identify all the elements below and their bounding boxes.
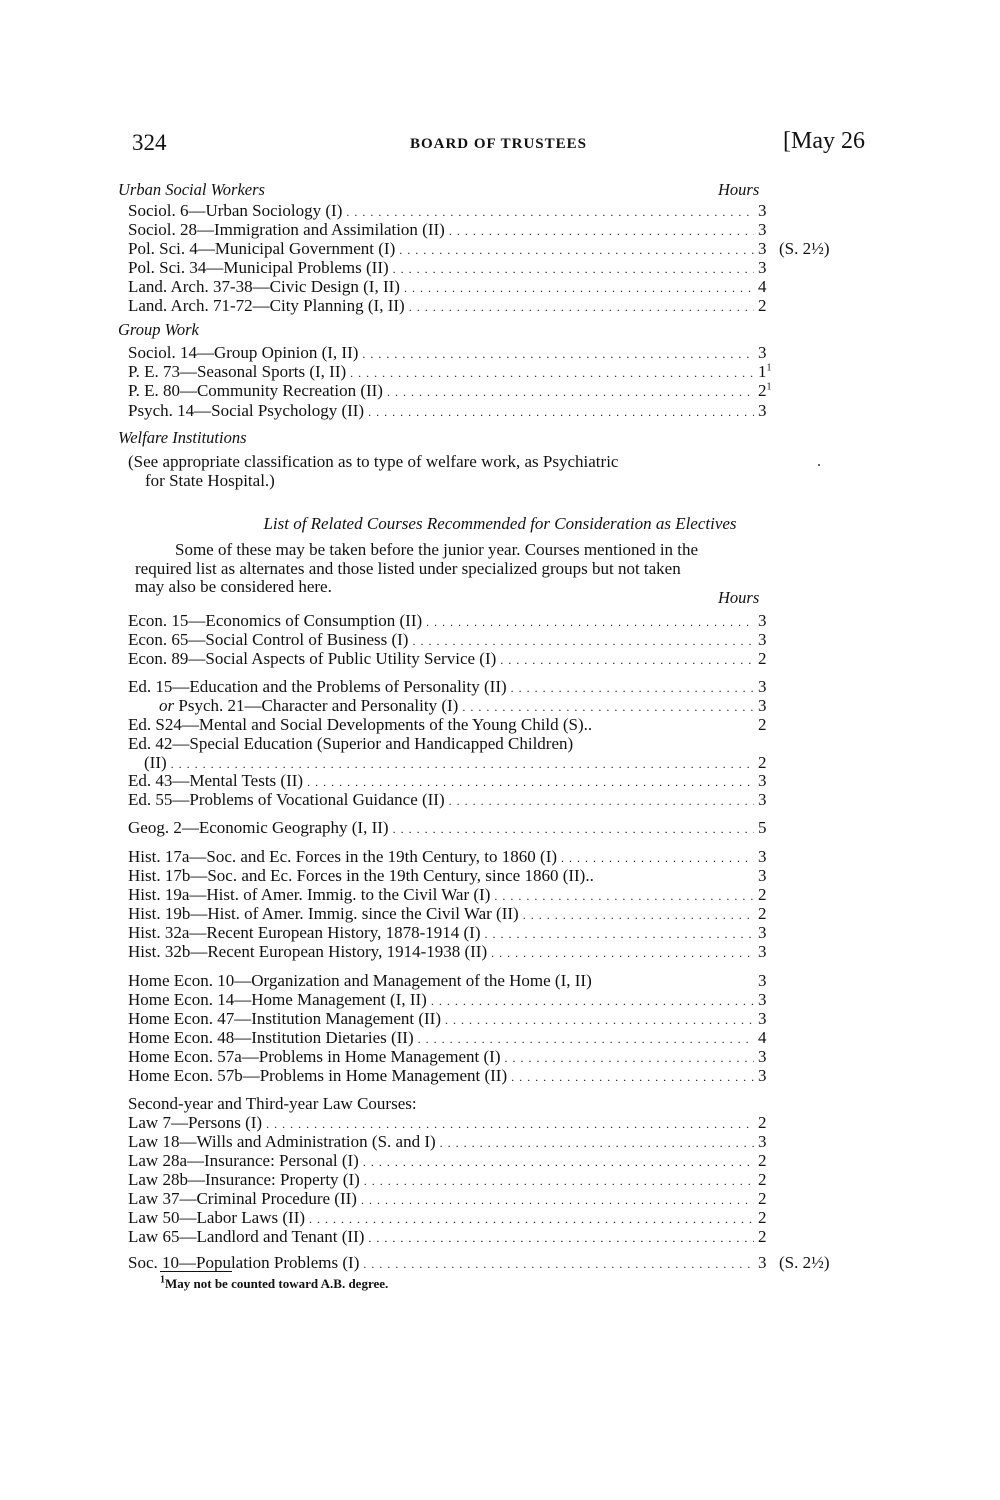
page-number: 324 [132, 130, 167, 155]
course-name: Hist. 17b—Soc. and Ec. Forces in the 19th Century, since 1860 (II).. [128, 866, 594, 885]
course-name: Psych. 14—Social Psychology (II) . . . [128, 401, 754, 421]
course-hours: 3 [758, 401, 767, 420]
footnote-marker: 1 [766, 362, 772, 374]
course-name: Sociol. 6—Urban Sociology (I) . . . [128, 201, 754, 221]
hours-heading: Hours [718, 588, 760, 607]
course-hours: 3 [758, 942, 767, 961]
course-hours: 4 [758, 277, 767, 296]
course-name: Ed. 43—Mental Tests (II) . . . [128, 771, 754, 791]
footnote-marker: 1 [160, 1274, 165, 1286]
course-hours: 3 [758, 971, 767, 990]
course-name: Sociol. 14—Group Opinion (I, II) . . . [128, 343, 754, 363]
summer-hours: (S. 2½) [779, 1253, 830, 1272]
course-hours: 3 [758, 990, 767, 1009]
course-name: Pol. Sci. 4—Municipal Government (I) . . . [128, 239, 754, 259]
welfare-note-line2: for State Hospital.) [145, 471, 275, 490]
course-hours: 2 [758, 1208, 767, 1227]
course-name: Hist. 32b—Recent European History, 1914-1938 (II) . . . [128, 942, 754, 962]
course-name: Econ. 15—Economics of Consumption (II) . . . [128, 611, 754, 631]
course-hours: 3 [758, 258, 767, 277]
course-hours: 3 [758, 1253, 767, 1272]
course-name: Law 7—Persons (I) . . . [128, 1113, 754, 1133]
course-hours: 5 [758, 818, 767, 837]
course-name: (II) . . . [144, 753, 754, 773]
course-name: Soc. 10—Population Problems (I) . . . [128, 1253, 754, 1273]
course-name: Ed. 55—Problems of Vocational Guidance (II) . . . [128, 790, 754, 810]
course-name: Law 65—Landlord and Tenant (II) . . . [128, 1227, 754, 1247]
course-hours: 2 [758, 649, 767, 668]
hours-value: 2 [758, 381, 767, 400]
course-name: Home Econ. 48—Institution Dietaries (II) . . . [128, 1028, 754, 1048]
course-hours: 2 [758, 1151, 767, 1170]
course-hours: 3 [758, 771, 767, 790]
course-name: Hist. 17a—Soc. and Ec. Forces in the 19th Century, to 1860 (I) . . . [128, 847, 754, 867]
page-date: [May 26 [783, 128, 865, 154]
course-name: Land. Arch. 37-38—Civic Design (I, II) . . . [128, 277, 754, 297]
summer-hours: (S. 2½) [779, 239, 830, 258]
course-hours: 2 [758, 1227, 767, 1246]
course-name: Law 18—Wills and Administration (S. and I) . . . [128, 1132, 754, 1152]
course-hours: 3 [758, 677, 767, 696]
course-name: P. E. 80—Community Recreation (II) . . . [128, 381, 754, 401]
course-hours: 3 [758, 343, 767, 362]
alt-course-name: Psych. 21—Character and Personality (I) [174, 696, 459, 715]
course-hours: 2 [758, 1189, 767, 1208]
course-hours: 3 [758, 239, 767, 258]
course-hours: 2 [758, 715, 767, 734]
hours-heading: Hours [718, 180, 760, 199]
course-name: Law 28b—Insurance: Property (I) . . . [128, 1170, 754, 1190]
footnote-marker: 1 [766, 381, 772, 393]
course-name: Home Econ. 14—Home Management (I, II) . . . [128, 990, 754, 1010]
course-hours: 3 [758, 923, 767, 942]
course-hours: 3 [758, 1009, 767, 1028]
course-hours: 2 [758, 1170, 767, 1189]
stray-mark [818, 464, 820, 466]
page-title: BOARD OF TRUSTEES [409, 136, 588, 152]
running-head [132, 128, 865, 162]
course-name: Ed. S24—Mental and Social Developments of the Young Child (S).. [128, 715, 593, 734]
course-hours: 2 [758, 753, 767, 772]
electives-intro-line1: Some of these may be taken before the junior year. Courses mentioned in the [175, 540, 699, 559]
course-hours: 3 [758, 847, 767, 866]
footnote-rule [160, 1271, 232, 1272]
or-word: or [159, 696, 175, 715]
course-hours [758, 381, 772, 401]
course-name: Land. Arch. 71-72—City Planning (I, II) . . . [128, 296, 754, 316]
electives-intro-line2: required list as alternates and those listed under specialized groups but not taken [135, 559, 681, 578]
course-name: Home Econ. 10—Organization and Management of the Home (I, II) [128, 971, 592, 990]
course-name: Home Econ. 57a—Problems in Home Management (I) . . . [128, 1047, 754, 1067]
course-hours: 3 [758, 1047, 767, 1066]
course-name: Sociol. 28—Immigration and Assimilation (II) . . . [128, 220, 754, 240]
hours-value: 1 [758, 362, 767, 381]
electives-intro-line3: may also be considered here. [135, 577, 332, 596]
course-name: Law 28a—Insurance: Personal (I) . . . [128, 1151, 754, 1171]
course-hours: 3 [758, 611, 767, 630]
course-hours: 2 [758, 1113, 767, 1132]
course-hours: 3 [758, 1066, 767, 1085]
course-name: Hist. 32a—Recent European History, 1878-1914 (I) . . . [128, 923, 754, 943]
course-name: Ed. 42—Special Education (Superior and Handicapped Children) [128, 734, 574, 753]
course-name: Law 37—Criminal Procedure (II) . . . [128, 1189, 754, 1209]
footnote-text: May not be counted toward A.B. degree. [165, 1276, 389, 1291]
course-hours: 4 [758, 1028, 767, 1047]
course-hours: 2 [758, 904, 767, 923]
course-name: Geog. 2—Economic Geography (I, II) . . . [128, 818, 754, 838]
course-name: Hist. 19b—Hist. of Amer. Immig. since the Civil War (II) . . . [128, 904, 754, 924]
course-hours: 3 [758, 220, 767, 239]
course-hours: 3 [758, 630, 767, 649]
course-name: Pol. Sci. 34—Municipal Problems (II) . . . [128, 258, 754, 278]
course-name: P. E. 73—Seasonal Sports (I, II) . . . [128, 362, 754, 382]
course-hours: 3 [758, 790, 767, 809]
course-hours: 2 [758, 885, 767, 904]
course-name: Law 50—Labor Laws (II) . . . [128, 1208, 754, 1228]
section-heading-group-work: Group Work [118, 320, 199, 339]
section-heading-welfare: Welfare Institutions [118, 428, 247, 447]
electives-caption: List of Related Courses Recommended for Consideration as Electives [263, 514, 737, 533]
course-name: Home Econ. 47—Institution Management (II) . . . [128, 1009, 754, 1029]
course-name: Ed. 15—Education and the Problems of Personality (II) . . . [128, 677, 754, 697]
course-name: Home Econ. 57b—Problems in Home Management (II) . . . [128, 1066, 754, 1086]
footnote [160, 1276, 388, 1292]
course-name: Econ. 89—Social Aspects of Public Utility Service (I) . . . [128, 649, 754, 669]
course-name: Econ. 65—Social Control of Business (I) . . . [128, 630, 754, 650]
section-heading-urban: Urban Social Workers [118, 180, 265, 199]
course-hours: 3 [758, 866, 767, 885]
course-name [128, 696, 754, 716]
welfare-note-line1: (See appropriate classification as to type of welfare work, as Psychiatric [128, 452, 619, 471]
course-hours: 3 [758, 201, 767, 220]
course-hours: 3 [758, 1132, 767, 1151]
course-hours: 3 [758, 696, 767, 715]
course-hours [758, 362, 772, 382]
course-hours: 2 [758, 296, 767, 315]
course-name: Hist. 19a—Hist. of Amer. Immig. to the Civil War (I) . . . [128, 885, 754, 905]
law-heading-text: Second-year and Third-year Law Courses: [128, 1094, 417, 1113]
